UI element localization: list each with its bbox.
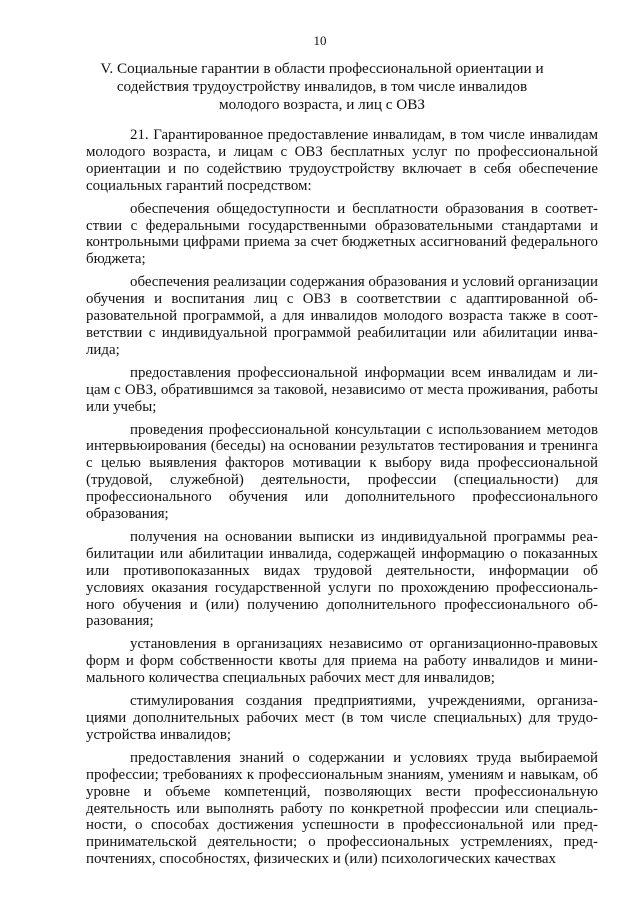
paragraph-education-access: обеспечения общедоступности и бесплатности образования в соответствии с федеральными государственными образовательными стандартами и контрольными цифрами приема за счет бюджетных ассигнований федерального бюджета; bbox=[86, 200, 598, 268]
paragraph-21-intro: 21. Гарантированное предоставление инвалидам, в том числе инвалидам молодого возраста, и лицам с ОВЗ бесплатных услуг по профессиональной ориентации и по содействию трудоустройству включает в себя обеспечение социальных гарантий посредством: bbox=[86, 127, 598, 194]
paragraph-employment-quota: установления в организациях независимо от организационно-правовых форм и форм собственности квоты для приема на работу инвалидов и минимального количества специальных рабочих мест для инвалидов; bbox=[86, 636, 598, 687]
paragraph-job-creation: стимулирования создания предприятиями, учреждениями, организациями дополнительных рабочих мест (в том числе специальных) для трудоустройства инвалидов; bbox=[86, 693, 598, 743]
paragraph-profession-knowledge: предоставления знаний о содержании и условиях труда выбираемой профессии; требованиях к профессиональным знаниям, умениям и навыкам, об уровне и объеме компетенций, позволяющих вести профессиональную деятельность или выполнять работу по конкретной профессии или специальности, о способах достижения успешности в профессиональной или предпринимательской деятельности; о профессиональных устремлениях, предпочтениях, способностях, физических и (или) психологических качествах bbox=[86, 749, 598, 868]
paragraph-professional-consultation: проведения профессиональной консультации с использованием методов интервьюирования (беседы) на основании результатов тестирования и тренинга с целью выявления факторов мотивации к выбору вида профессиональной (трудовой, служебной) деятельности, профессии (специальности) для профессионального обучения или дополнительного профессионального образования; bbox=[86, 421, 598, 523]
section-title: V. Социальные гарантии в области профессиональной ориентации и содействия трудоустройству инвалидов, в том числе инвалидов молодого возраста, и лиц с ОВЗ bbox=[100, 60, 544, 113]
body-text bbox=[86, 127, 598, 868]
page-number: 10 bbox=[313, 33, 327, 48]
paragraph-adapted-program: обеспечения реализации содержания образования и условий организации обучения и воспитания лиц с ОВЗ в соответствии с адаптированной образовательной программой, а для инвалидов молодого возраста также в соответствии с индивидуальной программой реабилитации или абилитации инвалида; bbox=[86, 274, 598, 358]
paragraph-professional-information: предоставления профессиональной информации всем инвалидам и лицам с ОВЗ, обратившимся за таковой, независимо от места проживания, работы или учебы; bbox=[86, 364, 598, 415]
paragraph-rehabilitation-extract: получения на основании выписки из индивидуальной программы реабилитации или абилитации инвалида, содержащей информацию о показанных или противопоказанных видах трудовой деятельности, информации об условиях оказания государственной услуги по прохождению профессионального обучения и (или) получению дополнительного профессионального образования; bbox=[86, 528, 598, 630]
